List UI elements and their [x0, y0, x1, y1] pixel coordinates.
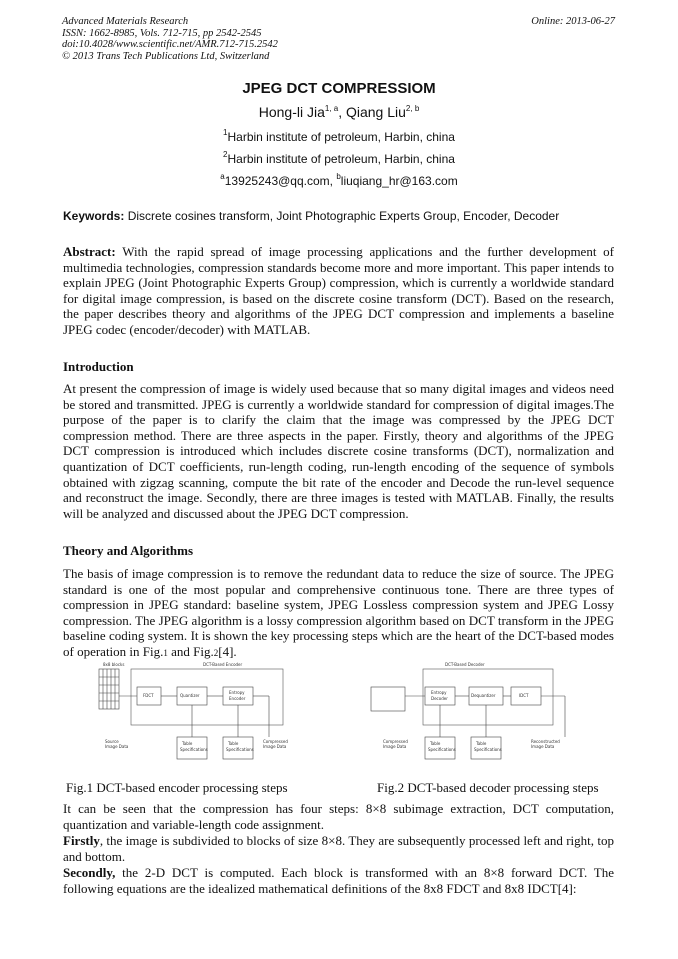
fig1-grid-icon — [99, 669, 119, 709]
email-b[interactable]: liuqiang_hr@163.com — [340, 174, 458, 188]
fig1-label-group: DCT-Based Encoder — [203, 662, 243, 667]
fig1-ref-a: Fig. — [142, 643, 164, 659]
affiliation-1-text: Harbin institute of petroleum, Harbin, china — [227, 130, 455, 144]
secondly-text: the 2-D DCT is computed. Each block is transformed with an 8×8 forward DCT. The following equations are the idealized mathematical definitions of the 8x8 FDCT and 8x8 IDCT[4]: — [63, 865, 614, 896]
journal-name: Advanced Materials Research — [62, 16, 189, 27]
fig2-label-group: DCT-Based Decoder — [445, 662, 485, 667]
fig2-table2-2: Specifications — [474, 747, 502, 752]
firstly-text: , the image is subdivided to blocks of size 8×8. They are subsequently processed left and right, top and bottom. — [63, 833, 614, 864]
fig2-table2-1: Table — [476, 741, 487, 746]
keywords — [63, 209, 559, 223]
email-a[interactable]: 13925243@qq.com, — [224, 174, 337, 188]
doi-line: doi:10.4028/www.scientific.net/AMR.712-715.2542 — [62, 39, 278, 50]
keywords-label: Keywords: — [63, 209, 125, 223]
email-line — [0, 174, 678, 188]
copyright-line: © 2013 Trans Tech Publications Ltd, Switzerland — [62, 50, 270, 62]
fig2-table1-1: Table — [430, 741, 441, 746]
affiliation-1 — [0, 130, 678, 144]
fig2-idct-label: IDCT — [519, 693, 529, 698]
citation-4[interactable]: [4]. — [218, 643, 237, 659]
fig1-output-1: Compressed — [263, 739, 288, 744]
theory-and: and — [167, 643, 194, 659]
theory-text — [63, 566, 614, 662]
fig2-output-2: Image Data — [531, 744, 555, 749]
keywords-text: Discrete cosines transform, Joint Photographic Experts Group, Encoder, Decoder — [124, 209, 560, 223]
fig1-table1-2: Specifications — [180, 747, 208, 752]
fig1-ref-b: 1 — [163, 647, 168, 658]
fig1-table1-1: Table — [182, 741, 193, 746]
author-2: Qiang Liu — [345, 104, 406, 120]
fig2-ref[interactable] — [193, 644, 218, 659]
author-separator: , — [338, 104, 346, 120]
introduction-heading: Introduction — [63, 359, 134, 374]
affiliation-2-sup: 2 — [223, 150, 228, 159]
firstly-label: Firstly — [63, 833, 100, 848]
fig2-table1-2: Specifications — [428, 747, 456, 752]
fig2-ref-a: Fig. — [193, 643, 214, 659]
online-date: Online: 2013-06-27 — [531, 16, 615, 27]
fig1-table2-1: Table — [228, 741, 239, 746]
fig1-entropy-label-1: Entropy — [229, 690, 245, 695]
affiliation-1-sup: 1 — [223, 128, 228, 137]
abstract-text: With the rapid spread of image processing applications and the further development of multimedia technologies, compression standards become more and more important. This paper intends to explain JPEG (Joint Photographic Experts Group) compression, which is currently a worldwide standard for digital image compression, is based on the discrete cosine transform (DCT). Based on the research, the paper describes theory and algorithms of the JPEG DCT compression and implements a baseline JPEG codec (encoder/decoder) with MATLAB. — [63, 244, 614, 337]
email-a-sup: a — [220, 172, 225, 181]
fig2-dequantizer-label: Dequantizer — [471, 693, 496, 698]
paper-title: JPEG DCT COMPRESSIOM — [242, 80, 436, 97]
affiliation-2 — [0, 152, 678, 166]
fig1-quantizer-label: Quantizer — [180, 693, 200, 698]
email-b-sup: b — [336, 172, 341, 181]
issn-line: ISSN: 1662-8985, Vols. 712-715, pp 2542-2545 — [62, 27, 262, 39]
fig1-entropy-label-2: Encoder — [229, 696, 246, 701]
author-line — [0, 104, 678, 120]
abstract-label: Abstract: — [63, 244, 116, 259]
fig1-source-2: Image Data — [105, 744, 129, 749]
decoder-diagram — [365, 661, 580, 769]
author-1: Hong-li Jia — [258, 104, 325, 120]
fig1-fdct-label: FDCT — [143, 693, 154, 698]
fig2-input-box — [371, 687, 405, 711]
journal-header — [62, 16, 278, 62]
encoder-diagram — [83, 661, 303, 769]
fig2-ref-b: 2 — [213, 647, 219, 658]
fig1-label-blocks: 8x8 blocks — [103, 662, 125, 667]
firstly-paragraph — [63, 833, 614, 864]
fig2-input-1: Compressed — [383, 739, 408, 744]
fig2-entropy-label-1: Entropy — [431, 690, 447, 695]
theory-heading: Theory and Algorithms — [63, 543, 194, 558]
fig1-source-1: Source — [105, 739, 119, 744]
fig2-entropy-label-2: Decoder — [431, 696, 448, 701]
fig1-output-2: Image Data — [263, 744, 287, 749]
secondly-label: Secondly, — [63, 865, 116, 880]
affiliation-2-text: Harbin institute of petroleum, Harbin, china — [227, 152, 455, 166]
theory-text-body: The basis of image compression is to remove the redundant data to reduce the size of source. The JPEG standard is one of the most popular and comprehensive continuous tone. There are three types of compression in JPEG standard: baseline system, JPEG Lossless compression system and JPEG Lossy compression. The JPEG algorithm is a lossy compression algorithm based on DCT transform in the JPEG baseline coding system. It is shown the key processing steps which are the heart of the DCT-based modes of operation in — [63, 566, 614, 659]
secondly-paragraph — [63, 865, 614, 896]
steps-paragraph: It can be seen that the compression has four steps: 8×8 subimage extraction, DCT computation, quantization and variable-length code assignment. — [63, 801, 614, 832]
author-2-sup: 2, b — [405, 104, 420, 113]
fig1-caption: Fig.1 DCT-based encoder processing steps — [66, 780, 288, 795]
fig2-input-2: Image Data — [383, 744, 407, 749]
fig1-ref[interactable] — [143, 644, 168, 659]
fig2-caption: Fig.2 DCT-based decoder processing steps — [377, 780, 599, 795]
introduction-text: At present the compression of image is widely used because that so many digital images and videos need be stored and transmitted. JPEG is currently a worldwide standard for compression of digital images.The purpose of the paper is to clarify the claim that the image was compressed by the JPEG DCT compression method. There are three aspects in the paper. Firstly, theory and algorithms of the JPEG DCT compression is introduced which includes discrete cosine transforms (DCT), normalization and quantization of DCT coefficients, run-length coding, run-length encoding of the sequence of symbols obtained with zigzag scanning, compute the bit rate of the encoder and Decode the run-level sequence and reconstruct the image. Secondly, there are three images is tested with MATLAB. Finally, the results will be analyzed and discussed about the JPEG DCT compression. — [63, 381, 614, 521]
abstract — [63, 244, 614, 338]
fig2-output-1: Reconstructed — [531, 739, 560, 744]
author-1-sup: 1, a — [324, 104, 339, 113]
fig1-table2-2: Specifications — [226, 747, 254, 752]
